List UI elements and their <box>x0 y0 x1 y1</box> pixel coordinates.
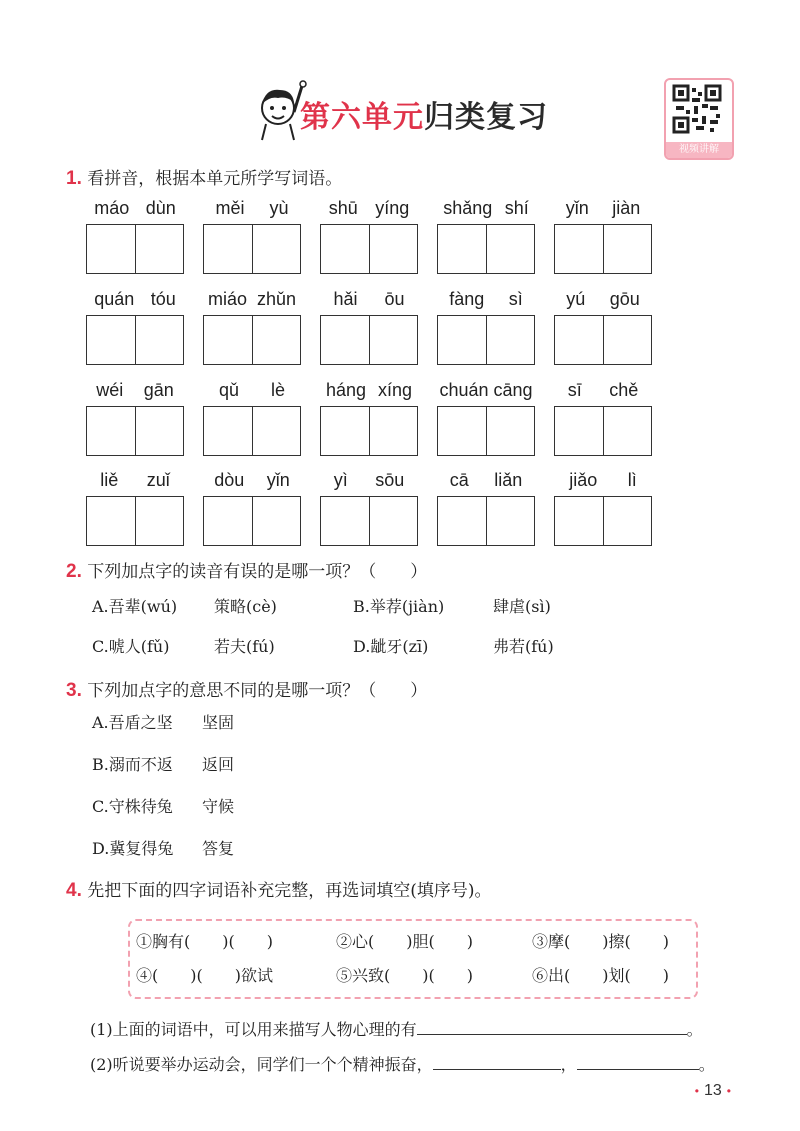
idiom-6: ⑥出( )划( ) <box>532 966 669 985</box>
pinyin-syllable: gōu <box>609 289 640 309</box>
question-4 <box>66 876 492 902</box>
writing-cell[interactable] <box>204 225 252 273</box>
writing-cell[interactable] <box>486 497 535 545</box>
writing-boxes <box>203 496 301 546</box>
pinyin-word <box>320 380 418 456</box>
writing-boxes <box>554 315 652 365</box>
sub-question-1-text: (1)上面的词语中，可以用来描写人物心理的有 <box>90 1020 417 1039</box>
writing-boxes <box>437 315 535 365</box>
pinyin-syllable: jiǎo <box>569 470 598 490</box>
writing-cell[interactable] <box>555 316 603 364</box>
pinyin-label <box>320 380 418 406</box>
q3-option-d-word: 答复 <box>202 839 235 858</box>
writing-cell[interactable] <box>135 407 184 455</box>
sub-question-1 <box>90 1017 703 1040</box>
writing-cell[interactable] <box>369 316 418 364</box>
pinyin-label <box>320 289 418 315</box>
writing-cell[interactable] <box>204 497 252 545</box>
pinyin-label <box>437 289 535 315</box>
pinyin-label <box>554 198 652 224</box>
writing-boxes <box>203 406 301 456</box>
pinyin-syllable: sī <box>567 380 582 400</box>
pinyin-syllable: cā <box>449 470 469 490</box>
pinyin-word <box>86 198 184 274</box>
writing-cell[interactable] <box>438 497 486 545</box>
pinyin-syllable: shǎng <box>443 198 493 218</box>
pinyin-syllable: zuǐ <box>146 470 170 490</box>
page-title <box>300 92 548 136</box>
writing-cell[interactable] <box>87 316 135 364</box>
writing-cell[interactable] <box>603 407 652 455</box>
sub-question-2-text: (2)听说要举办运动会，同学们一个个精神振奋， <box>90 1055 433 1074</box>
title-dark: 归类复习 <box>424 100 548 135</box>
question-number: 3. <box>66 680 82 701</box>
title-red: 第六单元 <box>300 100 424 135</box>
pinyin-syllable: yù <box>269 198 289 218</box>
pinyin-syllable: shū <box>328 198 358 218</box>
writing-cell[interactable] <box>252 225 301 273</box>
writing-cell[interactable] <box>87 225 135 273</box>
pinyin-word <box>437 198 535 274</box>
pinyin-syllable: fàng <box>449 289 485 309</box>
q3-option-b: B.溺而不返 <box>92 755 173 774</box>
writing-cell[interactable] <box>252 497 301 545</box>
pinyin-syllable: miáo <box>207 289 247 309</box>
option-d-1: D.龇牙(zī) <box>353 637 429 656</box>
pinyin-word <box>203 470 301 546</box>
writing-cell[interactable] <box>135 225 184 273</box>
question-number: 4. <box>66 880 82 901</box>
question-number: 2. <box>66 561 82 582</box>
pinyin-syllable: lè <box>270 380 285 400</box>
pinyin-word <box>203 289 301 365</box>
pinyin-syllable: qǔ <box>218 380 240 400</box>
pinyin-label <box>203 470 301 496</box>
writing-cell[interactable] <box>486 407 535 455</box>
pinyin-label <box>203 289 301 315</box>
q3-option-a: A.吾盾之坚 <box>92 713 173 732</box>
question-text: 下列加点字的读音有误的是哪一项？（ ） <box>87 562 428 582</box>
pinyin-word <box>86 380 184 456</box>
pinyin-label <box>86 289 184 315</box>
question-1 <box>66 164 342 190</box>
q3-option-c-word: 守候 <box>202 797 235 816</box>
pinyin-syllable: yǐn <box>266 470 290 490</box>
q3-option-b-word: 返回 <box>202 755 235 774</box>
writing-boxes <box>86 496 184 546</box>
pinyin-word <box>86 470 184 546</box>
pinyin-word <box>437 289 535 365</box>
pinyin-syllable: wéi <box>96 380 124 400</box>
pinyin-word <box>86 289 184 365</box>
answer-blank[interactable] <box>417 1018 687 1035</box>
pinyin-syllable: yì <box>333 470 348 490</box>
writing-cell[interactable] <box>369 497 418 545</box>
pinyin-syllable: yú <box>566 289 586 309</box>
pinyin-label <box>437 380 535 406</box>
pinyin-label <box>320 470 418 496</box>
pinyin-label <box>437 470 535 496</box>
pinyin-syllable: yǐn <box>565 198 589 218</box>
pinyin-syllable: sì <box>508 289 523 309</box>
writing-cell[interactable] <box>204 407 252 455</box>
pinyin-word <box>554 380 652 456</box>
pinyin-word <box>320 470 418 546</box>
q3-option-c: C.守株待兔 <box>92 797 173 816</box>
option-c-1: C.唬人(fǔ) <box>92 637 170 656</box>
pinyin-syllable: ōu <box>384 289 405 309</box>
pinyin-syllable: yíng <box>375 198 410 218</box>
writing-boxes <box>437 496 535 546</box>
q3-option-a-word: 坚固 <box>202 713 235 732</box>
pinyin-word <box>437 470 535 546</box>
writing-cell[interactable] <box>369 225 418 273</box>
pinyin-label <box>320 198 418 224</box>
idiom-4: ④( )( )欲试 <box>136 966 273 985</box>
writing-cell[interactable] <box>135 497 184 545</box>
pinyin-syllable: háng <box>325 380 367 400</box>
question-3 <box>66 676 427 702</box>
pinyin-syllable: lì <box>627 470 637 490</box>
pinyin-syllable: dòu <box>214 470 245 490</box>
pinyin-syllable: liě <box>100 470 119 490</box>
pinyin-label <box>203 198 301 224</box>
pinyin-word <box>203 380 301 456</box>
pinyin-word <box>554 470 652 546</box>
question-text: 下列加点字的意思不同的是哪一项？（ ） <box>87 681 428 701</box>
pinyin-word <box>554 289 652 365</box>
writing-cell[interactable] <box>87 407 135 455</box>
writing-cell[interactable] <box>438 225 486 273</box>
writing-boxes <box>554 224 652 274</box>
pinyin-syllable: sōu <box>375 470 405 490</box>
pinyin-label <box>86 380 184 406</box>
writing-boxes <box>554 406 652 456</box>
writing-cell[interactable] <box>204 316 252 364</box>
page-number: • 13 • <box>690 1082 736 1100</box>
pinyin-label <box>554 289 652 315</box>
writing-cell[interactable] <box>321 316 369 364</box>
pinyin-syllable: máo <box>94 198 130 218</box>
writing-boxes <box>320 315 418 365</box>
writing-cell[interactable] <box>438 407 486 455</box>
writing-cell[interactable] <box>369 407 418 455</box>
qr-code[interactable] <box>664 78 734 160</box>
sub-question-2 <box>90 1052 715 1075</box>
writing-boxes <box>320 496 418 546</box>
writing-boxes <box>86 315 184 365</box>
writing-cell[interactable] <box>603 225 652 273</box>
idiom-3: ③摩( )擦( ) <box>532 932 669 951</box>
option-a-1: A.吾辈(wú) <box>92 597 178 616</box>
writing-cell[interactable] <box>603 316 652 364</box>
writing-boxes <box>320 406 418 456</box>
question-number: 1. <box>66 168 82 189</box>
writing-boxes <box>437 224 535 274</box>
period: 。 <box>686 1020 703 1039</box>
writing-cell[interactable] <box>321 225 369 273</box>
pinyin-syllable: liǎn <box>494 470 523 490</box>
writing-cell[interactable] <box>135 316 184 364</box>
option-d-2: 弗若(fú) <box>493 637 554 656</box>
answer-blank[interactable] <box>433 1053 561 1070</box>
writing-cell[interactable] <box>486 225 535 273</box>
writing-boxes <box>437 406 535 456</box>
idiom-2: ②心( )胆( ) <box>336 932 473 951</box>
question-2 <box>66 557 427 583</box>
pinyin-syllable: xíng <box>377 380 412 400</box>
pinyin-word <box>320 198 418 274</box>
comma: ， <box>560 1055 577 1074</box>
writing-cell[interactable] <box>87 497 135 545</box>
pinyin-label <box>86 470 184 496</box>
writing-cell[interactable] <box>252 316 301 364</box>
writing-boxes <box>320 224 418 274</box>
writing-cell[interactable] <box>555 225 603 273</box>
pinyin-syllable: cāng <box>493 380 533 400</box>
qr-code-icon <box>666 80 728 136</box>
writing-cell[interactable] <box>438 316 486 364</box>
pinyin-syllable: tóu <box>150 289 176 309</box>
pinyin-syllable: jiàn <box>612 198 641 218</box>
q3-option-d: D.冀复得兔 <box>92 839 174 858</box>
writing-cell[interactable] <box>252 407 301 455</box>
writing-cell[interactable] <box>555 497 603 545</box>
pinyin-label <box>437 198 535 224</box>
writing-cell[interactable] <box>321 407 369 455</box>
answer-blank[interactable] <box>577 1053 699 1070</box>
pinyin-label <box>86 198 184 224</box>
idiom-5: ⑤兴致( )( ) <box>336 966 473 985</box>
period: 。 <box>698 1055 715 1074</box>
pinyin-word <box>203 198 301 274</box>
writing-boxes <box>203 224 301 274</box>
writing-cell[interactable] <box>603 497 652 545</box>
writing-boxes <box>203 315 301 365</box>
cartoon-boy-icon <box>248 78 308 142</box>
pinyin-word <box>437 380 535 456</box>
pinyin-syllable: zhǔn <box>256 289 297 309</box>
pinyin-syllable: shí <box>504 198 529 218</box>
pinyin-syllable: quán <box>94 289 135 309</box>
question-text: 先把下面的四字词语补充完整，再选词填空(填序号)。 <box>87 881 492 901</box>
pinyin-label <box>203 380 301 406</box>
writing-boxes <box>86 406 184 456</box>
writing-boxes <box>86 224 184 274</box>
pinyin-word <box>554 198 652 274</box>
writing-cell[interactable] <box>555 407 603 455</box>
option-a-2: 策略(cè) <box>214 597 277 616</box>
question-text: 看拼音，根据本单元所学写词语。 <box>87 169 343 189</box>
pinyin-syllable: chě <box>609 380 639 400</box>
pinyin-syllable: chuán <box>439 380 489 400</box>
writing-cell[interactable] <box>321 497 369 545</box>
pinyin-word <box>320 289 418 365</box>
pinyin-label <box>554 380 652 406</box>
qr-caption: 视频讲解 <box>666 142 732 158</box>
writing-cell[interactable] <box>486 316 535 364</box>
idiom-1: ①胸有( )( ) <box>136 932 273 951</box>
option-c-2: 若夫(fú) <box>214 637 275 656</box>
pinyin-syllable: dùn <box>145 198 176 218</box>
writing-boxes <box>554 496 652 546</box>
option-b-2: 肆虐(sì) <box>493 597 551 616</box>
pinyin-syllable: gān <box>143 380 174 400</box>
pinyin-syllable: hǎi <box>333 289 358 309</box>
pinyin-syllable: měi <box>215 198 245 218</box>
option-b-1: B.举荐(jiàn) <box>353 597 445 616</box>
pinyin-label <box>554 470 652 496</box>
